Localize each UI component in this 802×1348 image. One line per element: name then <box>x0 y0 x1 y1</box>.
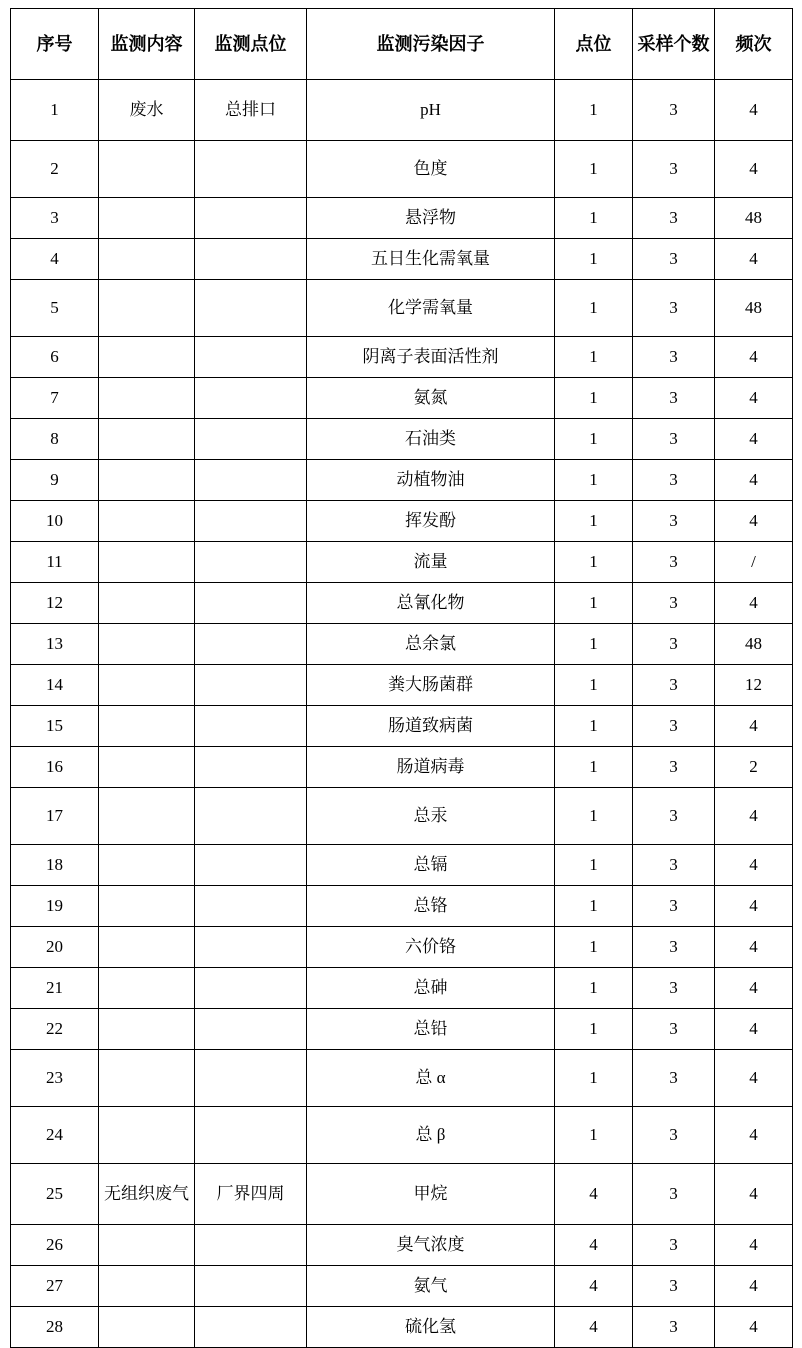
cell-no: 15 <box>11 706 99 747</box>
cell-site-count: 1 <box>555 968 633 1009</box>
cell-sample-count: 3 <box>633 337 715 378</box>
cell-sample-count: 3 <box>633 845 715 886</box>
cell-site-count: 1 <box>555 460 633 501</box>
cell-pollution-factor: 粪大肠菌群 <box>307 665 555 706</box>
table-row <box>11 337 793 378</box>
cell-pollution-factor: 总铅 <box>307 1009 555 1050</box>
cell-monitor-content <box>99 1107 195 1164</box>
cell-frequency: 4 <box>715 1009 793 1050</box>
cell-pollution-factor: 阴离子表面活性剂 <box>307 337 555 378</box>
cell-no: 16 <box>11 747 99 788</box>
cell-frequency: 12 <box>715 665 793 706</box>
table-row <box>11 1225 793 1266</box>
cell-frequency: 4 <box>715 460 793 501</box>
cell-no: 13 <box>11 624 99 665</box>
column-header-sites: 点位 <box>555 9 633 80</box>
cell-monitor-content <box>99 706 195 747</box>
cell-site-count: 1 <box>555 501 633 542</box>
table-header <box>11 9 793 80</box>
cell-frequency: 4 <box>715 80 793 141</box>
table-row <box>11 624 793 665</box>
cell-pollution-factor: 总汞 <box>307 788 555 845</box>
cell-frequency: 48 <box>715 624 793 665</box>
cell-sample-count: 3 <box>633 198 715 239</box>
cell-site-count: 4 <box>555 1307 633 1348</box>
cell-pollution-factor: 甲烷 <box>307 1164 555 1225</box>
cell-monitor-content: 废水 <box>99 80 195 141</box>
cell-pollution-factor: 总 β <box>307 1107 555 1164</box>
cell-monitor-content <box>99 280 195 337</box>
cell-no: 27 <box>11 1266 99 1307</box>
cell-sample-count: 3 <box>633 280 715 337</box>
cell-pollution-factor: 五日生化需氧量 <box>307 239 555 280</box>
cell-no: 4 <box>11 239 99 280</box>
column-header-no: 序号 <box>11 9 99 80</box>
cell-no: 10 <box>11 501 99 542</box>
cell-pollution-factor: 总铬 <box>307 886 555 927</box>
cell-site-count: 1 <box>555 1009 633 1050</box>
cell-monitor-point <box>195 845 307 886</box>
cell-monitor-point <box>195 624 307 665</box>
cell-pollution-factor: 总砷 <box>307 968 555 1009</box>
table-row <box>11 1107 793 1164</box>
cell-monitor-point <box>195 280 307 337</box>
cell-no: 6 <box>11 337 99 378</box>
cell-no: 7 <box>11 378 99 419</box>
cell-site-count: 1 <box>555 583 633 624</box>
cell-pollution-factor: 流量 <box>307 542 555 583</box>
cell-no: 26 <box>11 1225 99 1266</box>
cell-monitor-point <box>195 239 307 280</box>
monitoring-plan-table <box>10 8 793 1348</box>
cell-pollution-factor: 动植物油 <box>307 460 555 501</box>
cell-monitor-content: 无组织废气 <box>99 1164 195 1225</box>
cell-pollution-factor: 硫化氢 <box>307 1307 555 1348</box>
cell-site-count: 1 <box>555 198 633 239</box>
cell-monitor-content <box>99 968 195 1009</box>
cell-no: 2 <box>11 141 99 198</box>
cell-pollution-factor: 挥发酚 <box>307 501 555 542</box>
cell-monitor-content <box>99 624 195 665</box>
table-row <box>11 80 793 141</box>
cell-sample-count: 3 <box>633 583 715 624</box>
cell-frequency: 4 <box>715 968 793 1009</box>
cell-sample-count: 3 <box>633 1050 715 1107</box>
table-row <box>11 886 793 927</box>
table-row <box>11 747 793 788</box>
column-header-point: 监测点位 <box>195 9 307 80</box>
table-row <box>11 1009 793 1050</box>
cell-no: 22 <box>11 1009 99 1050</box>
cell-site-count: 1 <box>555 665 633 706</box>
cell-pollution-factor: 总镉 <box>307 845 555 886</box>
cell-sample-count: 3 <box>633 419 715 460</box>
table-row <box>11 706 793 747</box>
cell-site-count: 4 <box>555 1225 633 1266</box>
cell-no: 18 <box>11 845 99 886</box>
cell-sample-count: 3 <box>633 665 715 706</box>
cell-site-count: 1 <box>555 280 633 337</box>
cell-monitor-point <box>195 583 307 624</box>
cell-monitor-content <box>99 665 195 706</box>
cell-pollution-factor: 六价铬 <box>307 927 555 968</box>
table-row <box>11 280 793 337</box>
cell-pollution-factor: 总氰化物 <box>307 583 555 624</box>
cell-frequency: 4 <box>715 927 793 968</box>
cell-monitor-content <box>99 583 195 624</box>
cell-site-count: 1 <box>555 239 633 280</box>
cell-frequency: 4 <box>715 337 793 378</box>
cell-no: 21 <box>11 968 99 1009</box>
cell-site-count: 1 <box>555 1050 633 1107</box>
cell-frequency: 4 <box>715 1164 793 1225</box>
cell-monitor-point <box>195 141 307 198</box>
table-row <box>11 1266 793 1307</box>
cell-frequency: 4 <box>715 1307 793 1348</box>
cell-monitor-content <box>99 886 195 927</box>
cell-no: 11 <box>11 542 99 583</box>
table-row <box>11 378 793 419</box>
cell-pollution-factor: 臭气浓度 <box>307 1225 555 1266</box>
cell-monitor-content <box>99 419 195 460</box>
cell-frequency: / <box>715 542 793 583</box>
cell-no: 8 <box>11 419 99 460</box>
cell-monitor-content <box>99 239 195 280</box>
cell-site-count: 1 <box>555 337 633 378</box>
cell-monitor-content <box>99 501 195 542</box>
cell-site-count: 4 <box>555 1266 633 1307</box>
column-header-frequency: 频次 <box>715 9 793 80</box>
cell-monitor-content <box>99 1266 195 1307</box>
cell-monitor-content <box>99 378 195 419</box>
cell-sample-count: 3 <box>633 968 715 1009</box>
cell-monitor-content <box>99 747 195 788</box>
cell-sample-count: 3 <box>633 1225 715 1266</box>
cell-frequency: 4 <box>715 1266 793 1307</box>
cell-monitor-point <box>195 460 307 501</box>
cell-sample-count: 3 <box>633 1164 715 1225</box>
table-row <box>11 788 793 845</box>
cell-site-count: 1 <box>555 542 633 583</box>
table-row <box>11 845 793 886</box>
cell-no: 17 <box>11 788 99 845</box>
cell-frequency: 4 <box>715 239 793 280</box>
cell-sample-count: 3 <box>633 239 715 280</box>
cell-sample-count: 3 <box>633 927 715 968</box>
cell-monitor-content <box>99 1225 195 1266</box>
cell-monitor-content <box>99 141 195 198</box>
cell-sample-count: 3 <box>633 788 715 845</box>
table-row <box>11 141 793 198</box>
cell-no: 24 <box>11 1107 99 1164</box>
cell-monitor-point <box>195 1266 307 1307</box>
cell-site-count: 1 <box>555 624 633 665</box>
cell-frequency: 48 <box>715 280 793 337</box>
table-row <box>11 968 793 1009</box>
cell-frequency: 4 <box>715 501 793 542</box>
cell-no: 25 <box>11 1164 99 1225</box>
cell-monitor-point <box>195 501 307 542</box>
table-row <box>11 665 793 706</box>
cell-monitor-point <box>195 1107 307 1164</box>
cell-monitor-point <box>195 198 307 239</box>
cell-no: 1 <box>11 80 99 141</box>
column-header-content: 监测内容 <box>99 9 195 80</box>
cell-no: 9 <box>11 460 99 501</box>
cell-site-count: 1 <box>555 1107 633 1164</box>
cell-frequency: 4 <box>715 706 793 747</box>
cell-sample-count: 3 <box>633 886 715 927</box>
table-row <box>11 501 793 542</box>
table-row <box>11 1307 793 1348</box>
cell-frequency: 4 <box>715 788 793 845</box>
column-header-samples: 采样个数 <box>633 9 715 80</box>
cell-site-count: 1 <box>555 886 633 927</box>
cell-monitor-point <box>195 1307 307 1348</box>
cell-frequency: 4 <box>715 1050 793 1107</box>
cell-site-count: 1 <box>555 419 633 460</box>
cell-frequency: 4 <box>715 378 793 419</box>
cell-monitor-point <box>195 747 307 788</box>
cell-pollution-factor: 总 α <box>307 1050 555 1107</box>
cell-no: 5 <box>11 280 99 337</box>
cell-frequency: 4 <box>715 1107 793 1164</box>
cell-frequency: 2 <box>715 747 793 788</box>
cell-frequency: 48 <box>715 198 793 239</box>
cell-monitor-point <box>195 419 307 460</box>
table-row <box>11 419 793 460</box>
cell-site-count: 1 <box>555 706 633 747</box>
cell-monitor-point <box>195 1009 307 1050</box>
cell-monitor-point <box>195 337 307 378</box>
cell-monitor-point: 总排口 <box>195 80 307 141</box>
table-row <box>11 460 793 501</box>
cell-sample-count: 3 <box>633 624 715 665</box>
cell-pollution-factor: 石油类 <box>307 419 555 460</box>
cell-pollution-factor: 色度 <box>307 141 555 198</box>
table-body <box>11 80 793 1348</box>
cell-sample-count: 3 <box>633 747 715 788</box>
table-row <box>11 927 793 968</box>
table-row <box>11 542 793 583</box>
cell-monitor-point <box>195 927 307 968</box>
cell-sample-count: 3 <box>633 378 715 419</box>
cell-frequency: 4 <box>715 886 793 927</box>
cell-frequency: 4 <box>715 419 793 460</box>
column-header-factor: 监测污染因子 <box>307 9 555 80</box>
cell-sample-count: 3 <box>633 706 715 747</box>
cell-pollution-factor: 悬浮物 <box>307 198 555 239</box>
cell-sample-count: 3 <box>633 1009 715 1050</box>
cell-no: 20 <box>11 927 99 968</box>
cell-monitor-point: 厂界四周 <box>195 1164 307 1225</box>
cell-monitor-content <box>99 788 195 845</box>
table-row <box>11 198 793 239</box>
cell-pollution-factor: 肠道病毒 <box>307 747 555 788</box>
cell-no: 19 <box>11 886 99 927</box>
cell-no: 23 <box>11 1050 99 1107</box>
cell-monitor-point <box>195 706 307 747</box>
cell-pollution-factor: 氨氮 <box>307 378 555 419</box>
cell-monitor-content <box>99 542 195 583</box>
cell-frequency: 4 <box>715 1225 793 1266</box>
cell-site-count: 1 <box>555 927 633 968</box>
table-row <box>11 239 793 280</box>
cell-pollution-factor: 总余氯 <box>307 624 555 665</box>
cell-frequency: 4 <box>715 583 793 624</box>
cell-frequency: 4 <box>715 845 793 886</box>
cell-pollution-factor: pH <box>307 80 555 141</box>
cell-sample-count: 3 <box>633 141 715 198</box>
cell-sample-count: 3 <box>633 542 715 583</box>
cell-site-count: 1 <box>555 788 633 845</box>
table-row <box>11 1050 793 1107</box>
cell-monitor-point <box>195 378 307 419</box>
cell-site-count: 1 <box>555 845 633 886</box>
cell-site-count: 4 <box>555 1164 633 1225</box>
cell-monitor-content <box>99 460 195 501</box>
cell-site-count: 1 <box>555 80 633 141</box>
cell-pollution-factor: 氨气 <box>307 1266 555 1307</box>
cell-sample-count: 3 <box>633 460 715 501</box>
cell-monitor-content <box>99 845 195 886</box>
table-row <box>11 583 793 624</box>
table-row <box>11 1164 793 1225</box>
cell-site-count: 1 <box>555 378 633 419</box>
cell-monitor-point <box>195 542 307 583</box>
cell-sample-count: 3 <box>633 501 715 542</box>
cell-site-count: 1 <box>555 141 633 198</box>
cell-monitor-point <box>195 665 307 706</box>
cell-monitor-content <box>99 1307 195 1348</box>
cell-sample-count: 3 <box>633 1107 715 1164</box>
cell-no: 3 <box>11 198 99 239</box>
cell-no: 14 <box>11 665 99 706</box>
cell-monitor-point <box>195 968 307 1009</box>
cell-monitor-point <box>195 1225 307 1266</box>
cell-site-count: 1 <box>555 747 633 788</box>
cell-monitor-content <box>99 337 195 378</box>
cell-no: 12 <box>11 583 99 624</box>
cell-monitor-point <box>195 788 307 845</box>
cell-monitor-point <box>195 1050 307 1107</box>
cell-pollution-factor: 化学需氧量 <box>307 280 555 337</box>
cell-monitor-content <box>99 1009 195 1050</box>
cell-monitor-content <box>99 927 195 968</box>
cell-pollution-factor: 肠道致病菌 <box>307 706 555 747</box>
header-row <box>11 9 793 80</box>
cell-sample-count: 3 <box>633 80 715 141</box>
cell-monitor-point <box>195 886 307 927</box>
cell-no: 28 <box>11 1307 99 1348</box>
cell-frequency: 4 <box>715 141 793 198</box>
cell-sample-count: 3 <box>633 1266 715 1307</box>
cell-monitor-content <box>99 198 195 239</box>
cell-sample-count: 3 <box>633 1307 715 1348</box>
cell-monitor-content <box>99 1050 195 1107</box>
